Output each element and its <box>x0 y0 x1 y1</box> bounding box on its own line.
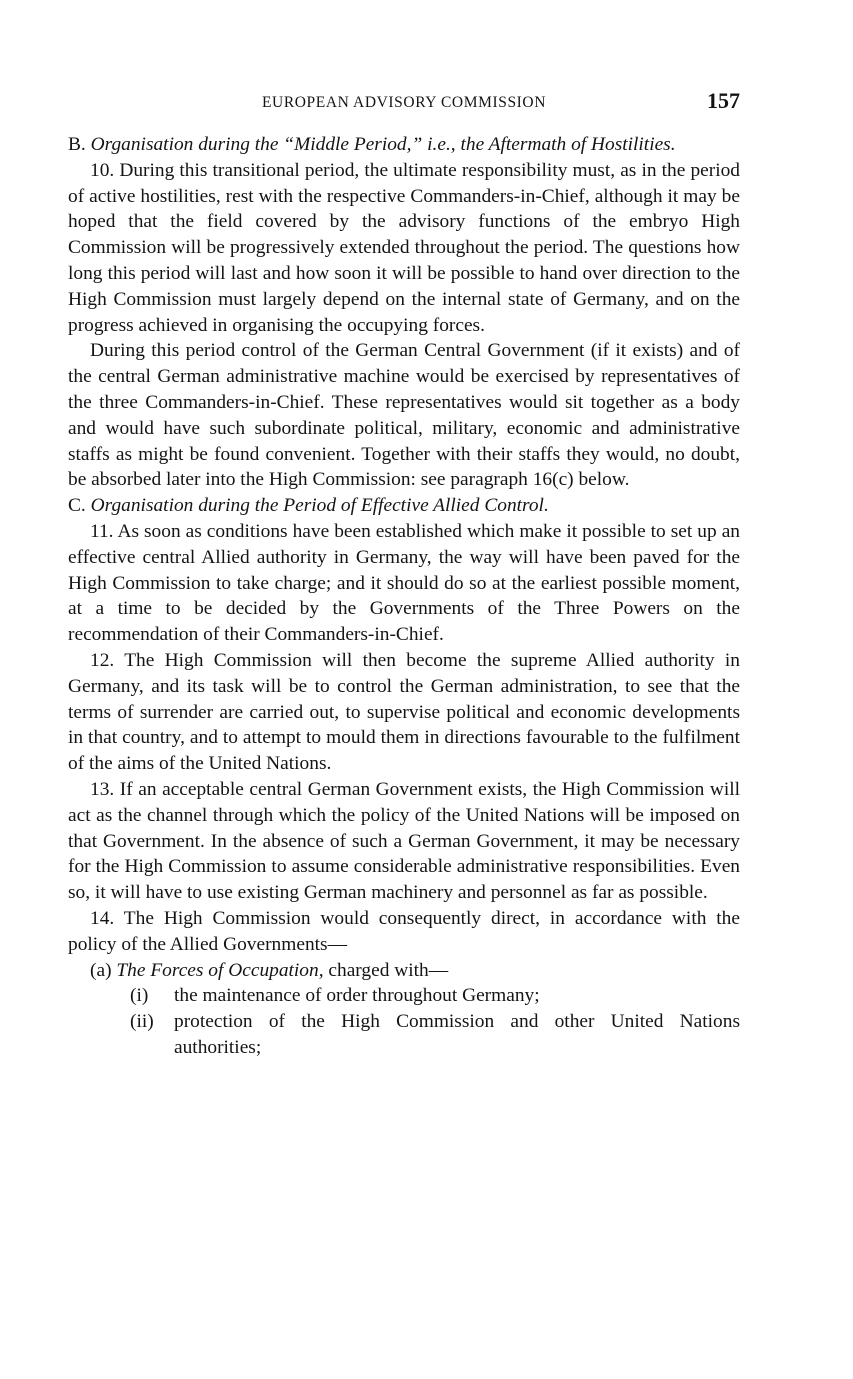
section-c-heading <box>68 493 740 519</box>
paragraph-14: 14. The High Commission would consequently direct, in accordance with the policy of the Allied Governments— <box>68 907 740 955</box>
page-number: 157 <box>707 88 740 113</box>
item-i-label: (i) <box>130 985 149 1007</box>
item-a <box>68 958 740 984</box>
list-item <box>130 983 740 1009</box>
list-item <box>130 1009 740 1061</box>
section-b-letter: B. <box>68 134 86 155</box>
item-a-rest: charged with— <box>323 959 449 981</box>
page-body <box>68 132 740 1061</box>
section-b-heading <box>68 132 740 158</box>
page-header <box>68 88 740 118</box>
section-b-title: Organisation during the “Middle Period,” i.e., the Aftermath of Hostilities. <box>90 134 676 155</box>
paragraph-11: 11. As soon as conditions have been established which make it possible to set up an effective central Allied authority in Germany, the way will have been paved for the High Commission to take charge; and it should do so at the earliest possible moment, at a time to be decided by the Governments of the Three Powers on the recommendation of their Commanders-in-Chief. <box>68 520 740 646</box>
section-c-title: Organisation during the Period of Effective Allied Control. <box>90 495 549 517</box>
running-head: EUROPEAN ADVISORY COMMISSION <box>261 94 547 111</box>
item-a-label: (a) <box>90 959 112 981</box>
paragraph-12: 12. The High Commission will then become the supreme Allied authority in Germany, and its task will be to control the German administration, to see that the terms of surrender are carried out, to supervise political and economic developments in that country, and to attempt to mould them in directions favourable to the fulfilment of the aims of the United Nations. <box>68 649 740 775</box>
item-a-title: The Forces of Occupation, <box>116 959 324 981</box>
item-a-subitems <box>68 983 740 1060</box>
item-i-text: the maintenance of order throughout Germany; <box>174 985 540 1007</box>
item-ii-label: (ii) <box>130 1011 154 1033</box>
paragraph-13: 13. If an acceptable central German Government exists, the High Commission will act as the channel through which the policy of the United Nations will be imposed on that Government. In the absence of such a German Government, it may be necessary for the High Commission to assume considerable administrative responsibilities. Even so, it will have to use existing German machinery and personnel as far as possible. <box>68 778 740 904</box>
section-c-letter: C. <box>68 495 86 517</box>
item-ii-text: protection of the High Commission and other United Nations authorities; <box>174 1011 740 1058</box>
paragraph-10: 10. During this transitional period, the ultimate responsibility must, as in the period of active hostilities, rest with the respective Commanders-in-Chief, although it may be hoped that the field covered by the advisory functions of the embryo High Commission will be progressively extended throughout the period. The questions how long this period will last and how soon it will be possible to hand over direction to the High Commission must largely depend on the internal state of Germany, and on the progress achieved in organising the occupying forces. <box>68 159 740 336</box>
paragraph-10-continued: During this period control of the German Central Government (if it exists) and of the central German administrative machine would be exercised by representatives of the three Commanders-in-Chief. These representatives would sit together as a body and would have such subordinate political, military, economic and administrative staffs as might be found convenient. Together with their staffs they would, no doubt, be absorbed later into the High Commission: see paragraph 16(c) below. <box>68 340 740 491</box>
